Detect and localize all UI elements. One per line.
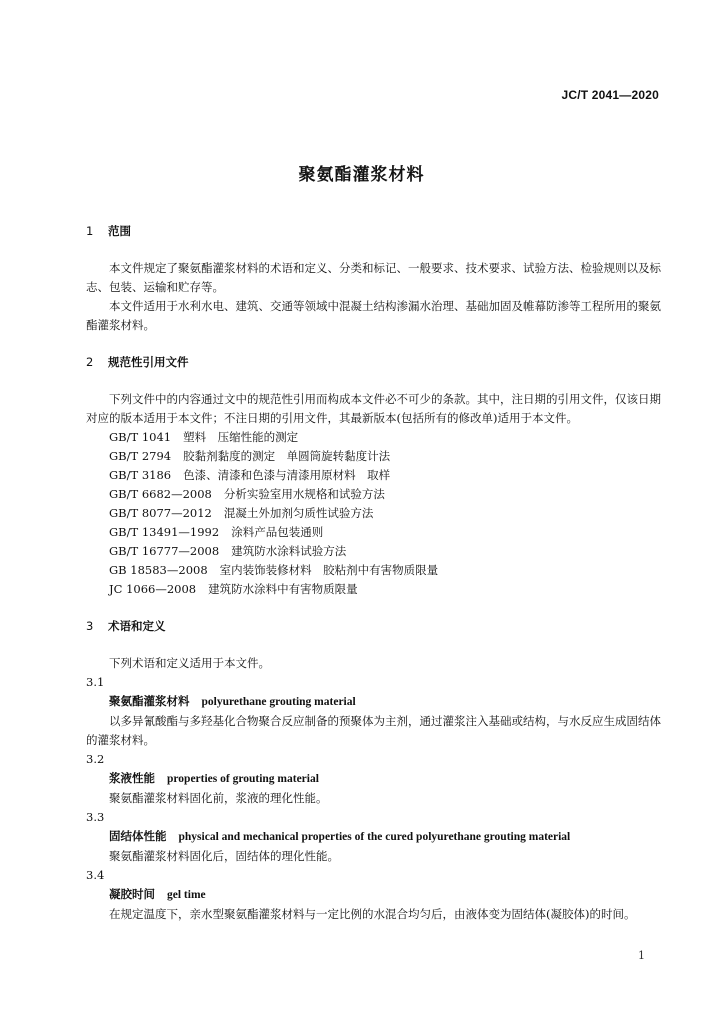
- term-definition: 在规定温度下，亲水型聚氨酯灌浆材料与一定比例的水混合均匀后，由液体变为固结体(凝胶体)的时间。: [109, 907, 636, 921]
- reference-item: [86, 447, 661, 466]
- section-title: 范围: [108, 224, 131, 238]
- reference-item: [86, 542, 661, 561]
- reference-code: GB/T 1041: [109, 430, 172, 444]
- section-title: 规范性引用文件: [108, 355, 189, 369]
- section-heading-normative-references: [86, 353, 661, 372]
- reference-code: GB/T 16777—2008: [109, 544, 220, 558]
- term-definition: 聚氨酯灌浆材料固化后，固结体的理化性能。: [109, 849, 339, 863]
- reference-title: 色漆、清漆和色漆与清漆用原材料 取样: [183, 468, 391, 482]
- term-name-zh: 聚氨酯灌浆材料: [109, 694, 190, 708]
- document-body: [86, 222, 661, 924]
- reference-title: 分析实验室用水规格和试验方法: [223, 487, 385, 501]
- reference-item: [86, 485, 661, 504]
- term-name-zh: 凝胶时间: [109, 887, 155, 901]
- document-title: 聚氨酯灌浆材料: [298, 165, 425, 185]
- reference-title: 室内装饰装修材料 胶粘剂中有害物质限量: [219, 563, 439, 577]
- reference-list: [86, 428, 661, 599]
- reference-title: 塑料 压缩性能的测定: [183, 430, 299, 444]
- term-number: 3.3: [86, 810, 105, 824]
- term-name: [86, 769, 661, 789]
- standard-code: JC/T 2041—2020: [561, 88, 659, 102]
- term-entry: [86, 808, 661, 866]
- term-name-en: physical and mechanical properties of the cured polyurethane grouting material: [178, 831, 571, 843]
- reference-item: [86, 523, 661, 542]
- reference-code: GB 18583—2008: [109, 563, 208, 577]
- term-definition: 聚氨酯灌浆材料固化前，浆液的理化性能。: [109, 791, 328, 805]
- reference-item: [86, 561, 661, 580]
- reference-code: JC 1066—2008: [109, 582, 197, 596]
- term-name-en: properties of grouting material: [167, 773, 319, 785]
- reference-code: GB/T 13491—1992: [109, 525, 220, 539]
- term-name: [86, 692, 661, 712]
- term-definition: 以多异氰酸酯与多羟基化合物聚合反应制备的预聚体为主剂，通过灌浆注入基础或结构，与水反应生成固结体的灌浆材料。: [86, 714, 661, 747]
- term-number: 3.4: [86, 868, 105, 882]
- reference-code: GB/T 3186: [109, 468, 172, 482]
- reference-title: 胶黏剂黏度的测定 单圆筒旋转黏度计法: [183, 449, 391, 463]
- reference-title: 涂料产品包装通则: [231, 525, 324, 539]
- scope-paragraph: 本文件适用于水利水电、建筑、交通等领域中混凝土结构渗漏水治理、基础加固及帷幕防渗等工程所用的聚氨酯灌浆材料。: [86, 299, 661, 332]
- term-name-zh: 浆液性能: [109, 771, 155, 785]
- reference-title: 建筑防水涂料试验方法: [231, 544, 347, 558]
- reference-item: [86, 580, 661, 599]
- scope-paragraph: 本文件规定了聚氨酯灌浆材料的术语和定义、分类和标记、一般要求、技术要求、试验方法、检验规则以及标志、包装、运输和贮存等。: [86, 261, 661, 294]
- section-number: 3: [86, 619, 94, 633]
- section-heading-terms-definitions: [86, 617, 661, 636]
- references-intro: 下列文件中的内容通过文中的规范性引用而构成本文件必不可少的条款。其中，注日期的引用文件，仅该日期对应的版本适用于本文件；不注日期的引用文件，其最新版本(包括所有的修改单)适用于本文件。: [86, 392, 661, 425]
- reference-code: GB/T 6682—2008: [109, 487, 212, 501]
- term-name: [86, 885, 661, 905]
- terms-intro: 下列术语和定义适用于本文件。: [109, 656, 270, 670]
- section-heading-scope: [86, 222, 661, 241]
- reference-code: GB/T 8077—2012: [109, 506, 212, 520]
- term-entry: [86, 750, 661, 808]
- section-number: 2: [86, 355, 94, 369]
- term-entry: [86, 673, 661, 750]
- reference-item: [86, 504, 661, 523]
- term-name-en: gel time: [167, 889, 206, 901]
- term-name-en: polyurethane grouting material: [201, 696, 356, 708]
- term-number: 3.1: [86, 675, 105, 689]
- term-name-zh: 固结体性能: [109, 829, 167, 843]
- reference-title: 混凝土外加剂匀质性试验方法: [223, 506, 374, 520]
- reference-code: GB/T 2794: [109, 449, 172, 463]
- term-entry: [86, 866, 661, 924]
- page-number: 1: [638, 949, 645, 962]
- reference-item: [86, 466, 661, 485]
- reference-title: 建筑防水涂料中有害物质限量: [208, 582, 358, 596]
- reference-item: [86, 428, 661, 447]
- section-title: 术语和定义: [108, 619, 166, 633]
- term-number: 3.2: [86, 752, 105, 766]
- term-name: [86, 827, 661, 847]
- section-number: 1: [86, 224, 94, 238]
